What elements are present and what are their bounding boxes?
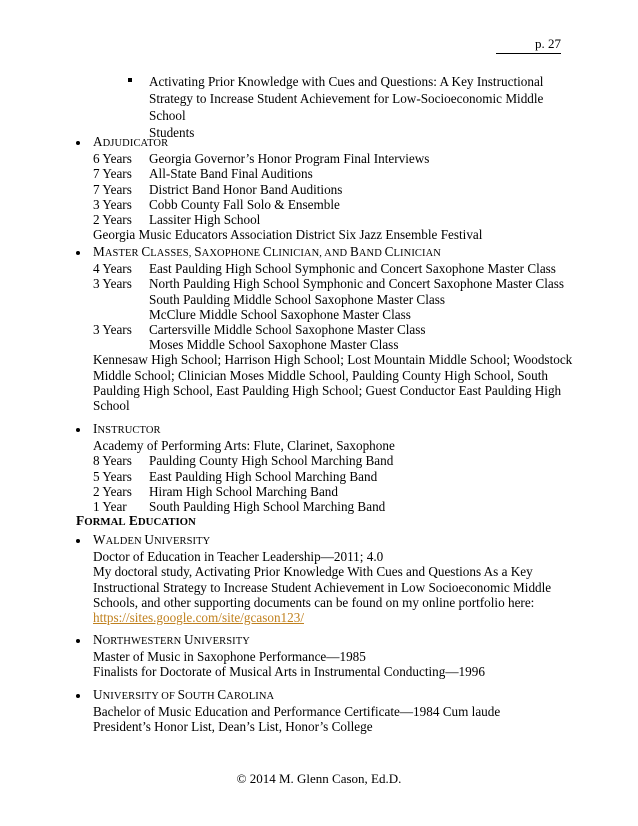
master-classes-section	[93, 244, 573, 414]
formal-education-heading: FORMAL EDUCATION	[76, 513, 196, 528]
walden-description-line: Schools, and other supporting documents can be found on my online portfolio here:	[93, 594, 535, 610]
master-class-item: South Paulding Middle School Saxophone Master Class	[149, 291, 445, 307]
master-class-item: McClure Middle School Saxophone Master Class	[149, 306, 411, 322]
clinician-list-line: Paulding High School, East Paulding High School; Guest Conductor East Paulding High	[93, 382, 562, 398]
bullet-dot-icon	[76, 694, 80, 698]
adjudicator-festival: Georgia Music Educators Association District Six Jazz Ensemble Festival	[93, 227, 483, 243]
walden-degree: Doctor of Education in Teacher Leadership—2011; 4.0	[93, 549, 384, 565]
presentation-title-line: Students	[149, 125, 195, 140]
clinician-list-line: School	[93, 398, 130, 414]
northwestern-section	[93, 632, 563, 680]
master-classes-heading: MASTER CLASSES, SAXOPHONE CLINICIAN, AND BAND CLINICIAN	[93, 244, 441, 259]
clinician-list-line: Middle School; Clinician Moses Middle School, Paulding County High School, South	[93, 367, 548, 383]
presentation-title	[149, 73, 564, 141]
walden-section	[93, 532, 563, 625]
instructor-section	[93, 421, 563, 514]
instructor-row: 1 Year South Paulding High School Marching Band	[93, 499, 386, 515]
adjudicator-row: 7 Years District Band Honor Band Auditions	[93, 181, 343, 197]
presentation-title-line: Activating Prior Knowledge with Cues and Questions: A Key Instructional	[149, 74, 544, 89]
bullet-dot-icon	[76, 428, 80, 432]
clinician-list-line: Kennesaw High School; Harrison High School; Lost Mountain Middle School; Woodstock	[93, 352, 573, 368]
copyright-footer: © 2014 M. Glenn Cason, Ed.D.	[236, 771, 402, 786]
page-number: p. 27	[535, 36, 561, 51]
presentation-title-line: Strategy to Increase Student Achievement for Low-Socioeconomic Middle School	[149, 91, 544, 123]
northwestern-degree: Master of Music in Saxophone Performance—1985	[93, 649, 366, 665]
adjudicator-row: 7 Years All-State Band Final Auditions	[93, 166, 313, 182]
adjudicator-section	[93, 134, 563, 242]
master-class-row: 3 Years Cartersville Middle School Saxophone Master Class	[93, 322, 426, 338]
bullet-dot-icon	[76, 251, 80, 255]
adjudicator-row: 2 Years Lassiter High School	[93, 212, 261, 228]
instructor-row: 2 Years Hiram High School Marching Band	[93, 483, 338, 499]
adjudicator-row: 3 Years Cobb County Fall Solo & Ensemble	[93, 196, 340, 212]
south-carolina-section	[93, 687, 563, 735]
header-rule	[496, 53, 561, 54]
walden-description-line: Instructional Strategy to Increase Student Achievement in Low Socioeconomic Middle	[93, 579, 552, 595]
square-bullet-icon	[128, 78, 132, 82]
instructor-academy: Academy of Performing Arts: Flute, Clarinet, Saxophone	[93, 438, 395, 454]
instructor-heading: INSTRUCTOR	[93, 421, 161, 436]
south-carolina-note: President’s Honor List, Dean’s List, Honor’s College	[93, 719, 373, 735]
bullet-dot-icon	[76, 141, 80, 145]
adjudicator-row: 6 Years Georgia Governor’s Honor Program Final Interviews	[93, 151, 430, 167]
south-carolina-heading: UNIVERSITY OF SOUTH CAROLINA	[93, 687, 275, 702]
adjudicator-heading: ADJUDICATOR	[93, 134, 169, 149]
walden-description-line: My doctoral study, Activating Prior Knowledge With Cues and Questions As a Key	[93, 564, 533, 580]
south-carolina-degree: Bachelor of Music Education and Performance Certificate—1984 Cum laude	[93, 704, 501, 720]
master-class-row: 3 Years North Paulding High School Symphonic and Concert Saxophone Master Class	[93, 276, 565, 292]
instructor-row: 5 Years East Paulding High School Marching Band	[93, 468, 378, 484]
bullet-dot-icon	[76, 539, 80, 543]
bullet-dot-icon	[76, 639, 80, 643]
instructor-row: 8 Years Paulding County High School Marching Band	[93, 453, 394, 469]
master-class-item: Moses Middle School Saxophone Master Class	[149, 337, 399, 353]
master-class-row: 4 Years East Paulding High School Symphonic and Concert Saxophone Master Class	[93, 261, 556, 277]
portfolio-link[interactable]: https://sites.google.com/site/gcason123/	[93, 610, 304, 626]
walden-heading: WALDEN UNIVERSITY	[93, 532, 211, 547]
northwestern-heading: NORTHWESTERN UNIVERSITY	[93, 632, 250, 647]
northwestern-note: Finalists for Doctorate of Musical Arts in Instrumental Conducting—1996	[93, 664, 485, 680]
